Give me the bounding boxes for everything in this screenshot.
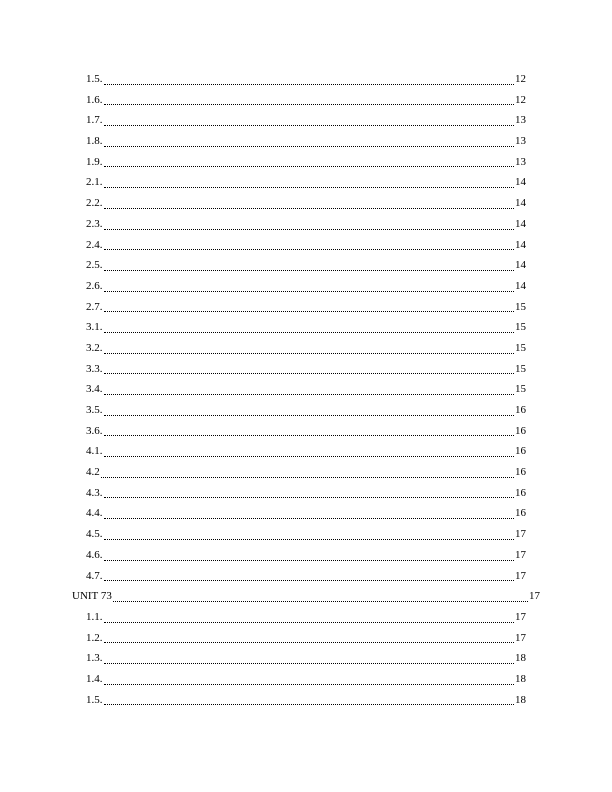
dot-leader	[104, 353, 515, 354]
dot-leader	[104, 332, 515, 333]
dot-leader	[104, 166, 515, 167]
toc-entry[interactable]	[0, 400, 526, 421]
toc-entry-label: 4.6.	[86, 548, 103, 561]
dot-leader	[104, 560, 515, 561]
toc-entry-label: 4.7.	[86, 569, 103, 582]
toc-entry[interactable]	[0, 566, 526, 587]
dot-leader	[104, 104, 515, 105]
toc-entry-page-number: 17	[515, 610, 526, 623]
dot-leader	[104, 229, 515, 230]
toc-entry-label: 1.5.	[86, 73, 103, 85]
toc-entry-label: 2.1.	[86, 176, 103, 189]
toc-entry-label: 3.3.	[86, 362, 103, 375]
toc-entry-page-number: 17	[515, 631, 526, 644]
toc-entry[interactable]	[0, 690, 526, 711]
dot-leader	[104, 497, 515, 498]
toc-entry-label: 1.5.	[86, 693, 103, 706]
toc-entry-page-number: 16	[515, 466, 526, 479]
dot-leader	[101, 477, 514, 478]
toc-entry[interactable]	[0, 607, 526, 628]
toc-entry-page-number: 15	[515, 321, 526, 334]
toc-entry-page-number: 13	[515, 114, 526, 127]
toc-entry-page-number: 13	[515, 135, 526, 148]
toc-entry[interactable]	[0, 172, 526, 193]
toc-entry[interactable]	[0, 255, 526, 276]
toc-entry-label: 1.1.	[86, 610, 103, 623]
toc-entry-label: 1.7.	[86, 114, 103, 127]
toc-entry-label: 3.4.	[86, 383, 103, 396]
dot-leader	[104, 435, 515, 436]
toc-entry-page-number: 14	[515, 176, 526, 189]
toc-entry[interactable]	[0, 276, 526, 297]
dot-leader	[104, 373, 515, 374]
dot-leader	[104, 684, 515, 685]
dot-leader	[104, 622, 515, 623]
toc-entry-page-number: 14	[515, 217, 526, 230]
toc-entry[interactable]	[0, 317, 526, 338]
toc-entry-label: 3.2.	[86, 341, 103, 354]
dot-leader	[104, 270, 515, 271]
toc-entry[interactable]	[0, 69, 526, 90]
toc-entry-label: 3.1.	[86, 321, 103, 334]
toc-entry-page-number: 16	[515, 404, 526, 416]
toc-entry-page-number: 13	[515, 155, 526, 168]
dot-leader	[104, 84, 515, 85]
toc-entry-label: 1.2.	[86, 631, 103, 644]
dot-leader	[104, 456, 515, 457]
toc-entry-label: 2.5.	[86, 259, 103, 272]
toc-entry-page-number: 14	[515, 279, 526, 292]
toc-entry-page-number: 17	[529, 590, 540, 603]
toc-entry-label: 1.4.	[86, 672, 103, 685]
toc-entry-label: 4.3.	[86, 486, 103, 499]
table-of-contents	[0, 69, 612, 710]
toc-entry-label: 4.4.	[86, 507, 103, 520]
toc-entry[interactable]	[0, 628, 526, 649]
toc-entry-label: 3.5.	[86, 404, 103, 416]
dot-leader	[104, 642, 515, 643]
toc-entry-label: 1.6.	[86, 93, 103, 106]
toc-entry[interactable]	[0, 648, 526, 669]
toc-entry-label: 4.2	[86, 466, 100, 479]
toc-entry-label: UNIT 73	[72, 590, 112, 603]
toc-entry[interactable]	[0, 297, 526, 318]
toc-entry-page-number: 14	[515, 259, 526, 272]
toc-entry-page-number: 18	[515, 652, 526, 665]
toc-entry-label: 4.5.	[86, 528, 103, 541]
toc-entry[interactable]	[0, 503, 526, 524]
toc-entry-page-number: 17	[515, 528, 526, 541]
toc-entry[interactable]	[0, 524, 526, 545]
toc-entry[interactable]	[0, 90, 526, 111]
toc-entry[interactable]	[0, 235, 526, 256]
toc-entry[interactable]	[0, 586, 540, 607]
toc-entry[interactable]	[0, 379, 526, 400]
toc-entry-page-number: 16	[515, 445, 526, 458]
dot-leader	[104, 311, 515, 312]
dot-leader	[104, 539, 515, 540]
dot-leader	[104, 704, 515, 705]
toc-entry-page-number: 12	[515, 93, 526, 106]
dot-leader	[104, 125, 515, 126]
toc-entry-page-number: 14	[515, 238, 526, 251]
toc-entry-label: 2.7.	[86, 300, 103, 313]
toc-entry[interactable]	[0, 359, 526, 380]
toc-entry[interactable]	[0, 669, 526, 690]
toc-entry[interactable]	[0, 110, 526, 131]
dot-leader	[104, 146, 515, 147]
toc-entry-page-number: 18	[515, 672, 526, 685]
toc-entry-page-number: 17	[515, 548, 526, 561]
toc-entry[interactable]	[0, 131, 526, 152]
dot-leader	[104, 249, 515, 250]
toc-entry-label: 2.3.	[86, 217, 103, 230]
toc-entry-label: 2.2.	[86, 197, 103, 210]
toc-entry-page-number: 15	[515, 383, 526, 396]
toc-entry-label: 1.8.	[86, 135, 103, 148]
toc-entry-label: 1.9.	[86, 155, 103, 168]
toc-entry-page-number: 15	[515, 362, 526, 375]
toc-entry-page-number: 16	[515, 507, 526, 520]
toc-entry[interactable]	[0, 462, 526, 483]
toc-entry-page-number: 15	[515, 300, 526, 313]
toc-entry-label: 2.4.	[86, 238, 103, 251]
toc-entry-label: 2.6.	[86, 279, 103, 292]
toc-entry[interactable]	[0, 421, 526, 442]
dot-leader	[104, 663, 515, 664]
toc-entry-label: 4.1.	[86, 445, 103, 458]
toc-entry[interactable]	[0, 214, 526, 235]
dot-leader	[104, 518, 515, 519]
dot-leader	[113, 601, 528, 602]
dot-leader	[104, 208, 515, 209]
toc-entry[interactable]	[0, 152, 526, 173]
toc-entry[interactable]	[0, 545, 526, 566]
toc-entry-label: 3.6.	[86, 424, 103, 437]
toc-entry-page-number: 16	[515, 486, 526, 499]
dot-leader	[104, 415, 515, 416]
toc-entry-page-number: 12	[515, 73, 526, 85]
dot-leader	[104, 394, 515, 395]
toc-entry[interactable]	[0, 483, 526, 504]
toc-entry-label: 1.3.	[86, 652, 103, 665]
dot-leader	[104, 580, 515, 581]
toc-entry-page-number: 15	[515, 341, 526, 354]
toc-entry[interactable]	[0, 193, 526, 214]
toc-entry-page-number: 16	[515, 424, 526, 437]
toc-entry[interactable]	[0, 441, 526, 462]
toc-entry[interactable]	[0, 338, 526, 359]
dot-leader	[104, 291, 515, 292]
toc-entry-page-number: 17	[515, 569, 526, 582]
toc-entry-page-number: 14	[515, 197, 526, 210]
toc-entry-page-number: 18	[515, 693, 526, 706]
dot-leader	[104, 187, 515, 188]
